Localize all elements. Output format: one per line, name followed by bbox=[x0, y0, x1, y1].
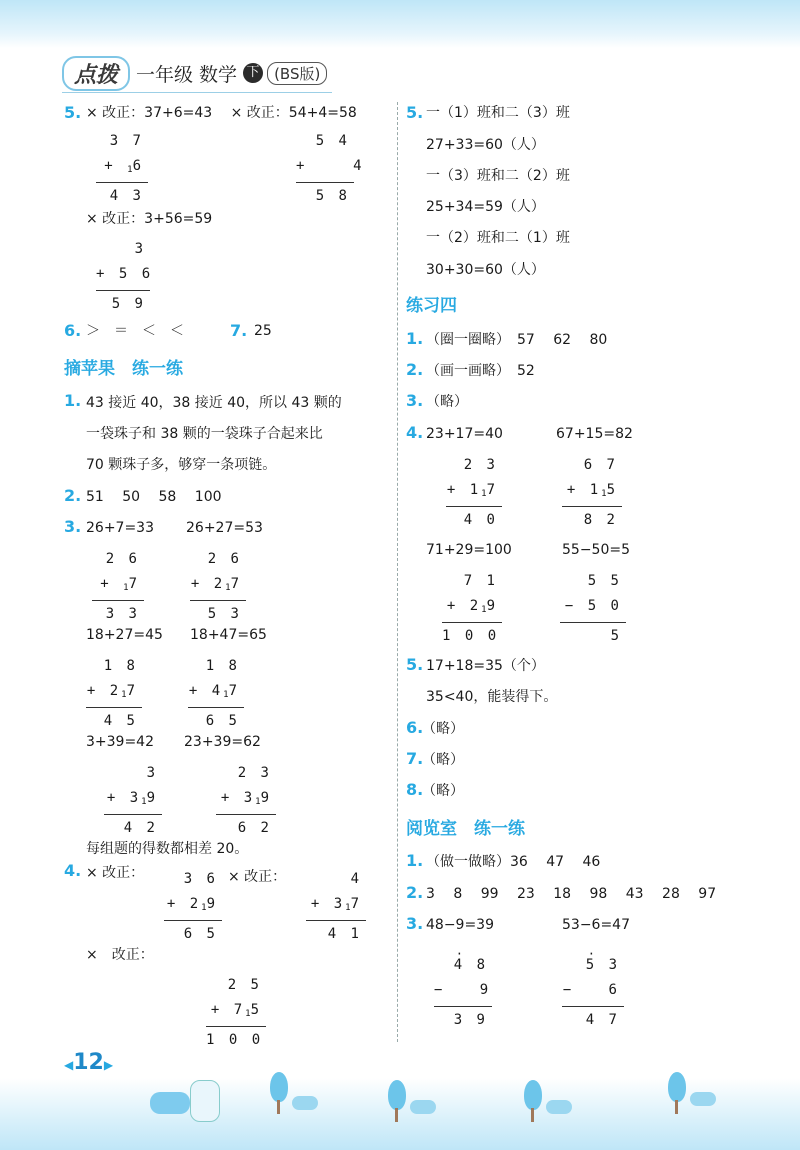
item-number: 3. bbox=[64, 517, 82, 536]
answer-text: 27+33=60（人） bbox=[426, 137, 545, 153]
answer-text: （略） bbox=[426, 394, 468, 410]
item-number: 4. bbox=[64, 861, 82, 880]
answer-text: 30+30=60（人） bbox=[426, 262, 545, 278]
answer-text: 35<40，能装得下。 bbox=[426, 689, 558, 705]
vertical-calc: 6 7 + $1_15$ 8 2 bbox=[562, 456, 622, 536]
answer-text: 25+34=59（人） bbox=[426, 199, 545, 215]
section-title: 练习四 bbox=[406, 296, 457, 316]
vertical-calc: 7 1 + $2_19$ 1 0 0 bbox=[442, 572, 502, 652]
answer-text: 一（2）班和二（1）班 bbox=[426, 230, 570, 246]
answer-text: × 改正：37+6=43 × 改正：54+4=58 bbox=[86, 105, 357, 121]
column-divider bbox=[397, 102, 398, 1042]
section-title: 阅览室 练一练 bbox=[406, 819, 525, 839]
vertical-calc: · 4 8 − 9 3 9 bbox=[434, 956, 492, 1036]
brand-logo: 点拨 bbox=[62, 56, 130, 91]
answer-text: （略） bbox=[422, 721, 464, 737]
answer-text: （略） bbox=[422, 752, 464, 768]
answer-text: （圈一圈略） 57 62 80 bbox=[426, 332, 608, 348]
vertical-calc: 2 3 + $3_19$ 6 2 bbox=[216, 764, 276, 844]
item-number: 5. bbox=[406, 655, 424, 674]
answer-text: × 改正： bbox=[228, 869, 287, 885]
equation: 23+39=62 bbox=[184, 734, 261, 750]
item-number: 1. bbox=[64, 391, 82, 410]
answer-text: 25 bbox=[254, 323, 272, 339]
equation: 67+15=82 bbox=[556, 426, 633, 442]
answer-text: ＞ ＝ ＜ ＜ bbox=[86, 323, 184, 339]
page-number: ◀12▶ bbox=[64, 1050, 114, 1075]
equation: 55−50=5 bbox=[562, 542, 630, 558]
answer-text: 51 50 58 100 bbox=[86, 489, 222, 505]
vertical-calc: 2 6 + $2_17$ 5 3 bbox=[190, 550, 246, 630]
vertical-calc: 5 5 − 5 0 5 bbox=[560, 572, 626, 652]
right-arrow-icon: ▶ bbox=[103, 1058, 114, 1072]
answer-text: 43 接近 40，38 接近 40，所以 43 颗的 bbox=[86, 395, 342, 411]
item-number: 2. bbox=[406, 360, 424, 379]
book-title: 一年级 数学 bbox=[136, 63, 238, 86]
vertical-calc: 3 + $3_19$ 4 2 bbox=[104, 764, 162, 844]
answer-text: 一（3）班和二（2）班 bbox=[426, 168, 570, 184]
item-number: 6. bbox=[64, 321, 82, 340]
item-number: 1. bbox=[406, 329, 424, 348]
item-number: 5. bbox=[64, 103, 82, 122]
section-title: 摘苹果 练一练 bbox=[64, 359, 183, 379]
equation: 71+29=100 bbox=[426, 542, 512, 558]
vertical-calc: 3 7 + $_1$6 4 3 bbox=[96, 132, 148, 212]
answer-text: × 改正： bbox=[86, 947, 154, 963]
vertical-calc: 1 8 + $2_17$ 4 5 bbox=[86, 657, 142, 737]
vertical-calc: 3 6 + $2_19$ 6 5 bbox=[164, 870, 222, 950]
equation: 18+27=45 bbox=[86, 627, 163, 643]
equation: 26+27=53 bbox=[186, 520, 263, 536]
equation: 18+47=65 bbox=[190, 627, 267, 643]
vertical-calc: · 5 3 − 6 4 7 bbox=[562, 956, 624, 1036]
item-number: 5. bbox=[406, 103, 424, 122]
item-number: 7. bbox=[406, 749, 424, 768]
answer-text: （略） bbox=[422, 783, 464, 799]
item-number: 8. bbox=[406, 780, 424, 799]
edition-badge: (BS版) bbox=[267, 62, 327, 85]
vertical-calc: 2 5 + $7_15$ 1 0 0 bbox=[206, 976, 266, 1056]
volume-badge: 下 bbox=[243, 63, 263, 83]
equation: 48−9=39 bbox=[426, 917, 494, 933]
answer-text: 一袋珠子和 38 颗的一袋珠子合起来比 bbox=[86, 426, 323, 442]
vertical-calc: 2 6 + $_1$7 3 3 bbox=[92, 550, 144, 630]
item-number: 2. bbox=[64, 486, 82, 505]
equation: 26+7=33 bbox=[86, 520, 154, 536]
header-underline bbox=[62, 92, 332, 93]
answer-text: （画一画略） 52 bbox=[426, 363, 535, 379]
equation: 23+17=40 bbox=[426, 426, 503, 442]
vertical-calc: 1 8 + $4_17$ 6 5 bbox=[188, 657, 244, 737]
item-number: 3. bbox=[406, 914, 424, 933]
answer-text: 3 8 99 23 18 98 43 28 97 bbox=[426, 886, 717, 902]
page-header bbox=[62, 58, 327, 88]
item-number: 6. bbox=[406, 718, 424, 737]
equation: 3+39=42 bbox=[86, 734, 154, 750]
item-number: 7. bbox=[230, 321, 248, 340]
answer-text: （做一做略）36 47 46 bbox=[426, 854, 601, 870]
equation: 53−6=47 bbox=[562, 917, 630, 933]
vertical-calc: 2 3 + $1_17$ 4 0 bbox=[446, 456, 502, 536]
vertical-calc: 5 4 + 4 5 8 bbox=[296, 133, 365, 204]
left-arrow-icon: ◀ bbox=[64, 1058, 74, 1072]
item-number: 4. bbox=[406, 423, 424, 442]
note-text: 每组题的得数都相差 20。 bbox=[86, 841, 249, 857]
answer-text: × 改正：3+56=59 bbox=[86, 211, 213, 227]
vertical-calc: 4 + $3_17$ 4 1 bbox=[306, 870, 366, 950]
answer-text: 70 颗珠子多，够穿一条项链。 bbox=[86, 457, 277, 473]
answer-text: 一（1）班和二（3）班 bbox=[426, 105, 570, 121]
answer-text: 17+18=35（个） bbox=[426, 658, 545, 674]
item-number: 3. bbox=[406, 391, 424, 410]
vertical-calc: 3 + 5 6 5 9 bbox=[96, 241, 154, 312]
top-decoration-band bbox=[0, 0, 800, 48]
answer-text: × 改正： bbox=[86, 865, 145, 881]
item-number: 1. bbox=[406, 851, 424, 870]
item-number: 2. bbox=[406, 883, 424, 902]
